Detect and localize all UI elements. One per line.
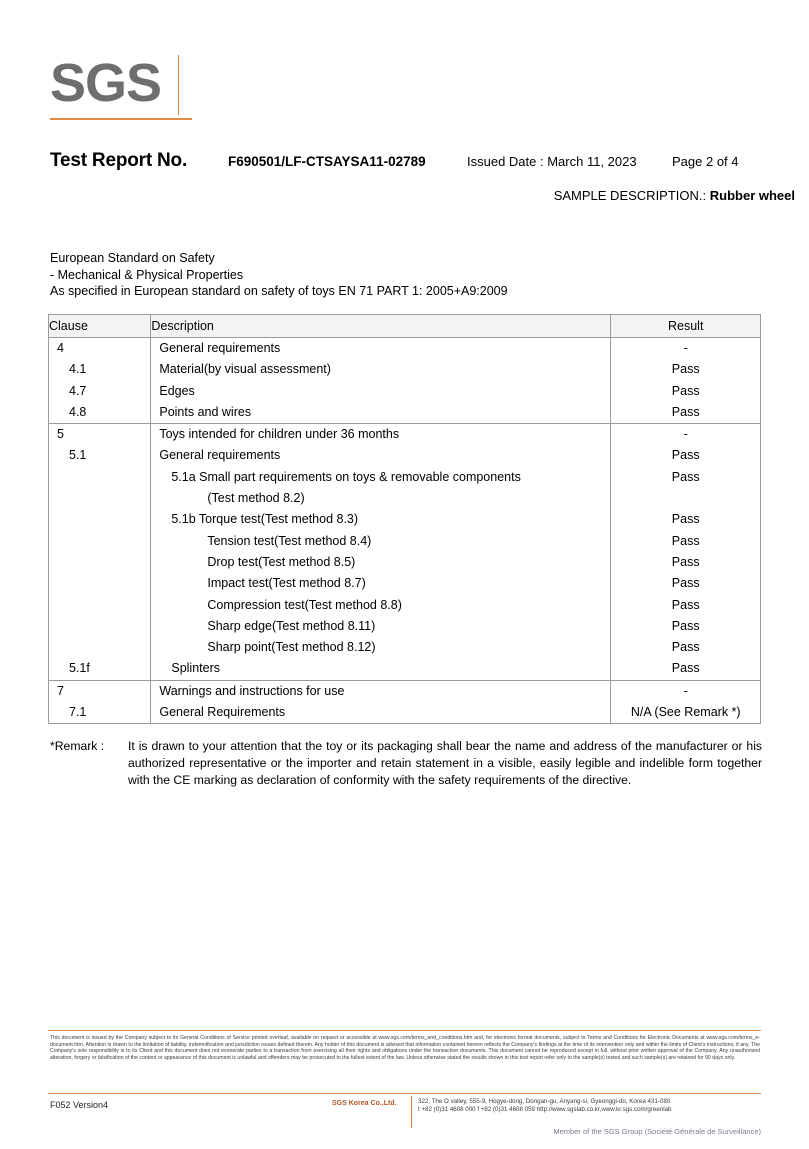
result-line: Pass	[671, 640, 700, 655]
clause-line: 7.1	[69, 705, 87, 720]
description-line: Compression test(Test method 8.8)	[207, 597, 402, 612]
result-line: Pass	[671, 404, 700, 419]
sample-description	[554, 188, 795, 203]
sample-description-label: SAMPLE DESCRIPTION.:	[553, 188, 707, 203]
description-line: General requirements	[159, 448, 281, 463]
description-line: Sharp edge(Test method 8.11)	[207, 618, 376, 633]
result-line: Pass	[671, 576, 700, 591]
description-line: Edges	[159, 383, 195, 398]
table-header-clause: Clause	[49, 315, 151, 338]
result-line: Pass	[671, 554, 700, 569]
clause-line: 4.8	[69, 404, 87, 419]
results-table	[48, 314, 761, 724]
logo-vertical-rule	[178, 55, 179, 115]
standard-line-3: As specified in European standard on safety of toys EN 71 PART 1: 2005+A9:2009	[50, 284, 508, 298]
clause-line: 5	[57, 427, 64, 442]
clause-line: 5.1	[69, 448, 87, 463]
clause-line	[49, 573, 150, 594]
result-line: N/A (See Remark *)	[630, 705, 741, 720]
footer-member-note: Member of the SGS Group (Société Générale de Surveillance)	[553, 1127, 761, 1136]
table-row	[49, 680, 761, 724]
issued-date: Issued Date : March 11, 2023	[467, 154, 637, 169]
description-line: Warnings and instructions for use	[159, 683, 345, 698]
description-line: 5.1b Torque test(Test method 8.3)	[171, 512, 359, 527]
page-number: Page 2 of 4	[672, 154, 739, 169]
description-line: (Test method 8.2)	[207, 491, 305, 506]
table-cell-result	[611, 424, 761, 681]
footer-company-name: SGS Korea Co.,Ltd.	[332, 1100, 397, 1107]
remark-label: *Remark :	[50, 739, 105, 753]
clause-line: 4	[57, 341, 64, 355]
page-title: Test Report No.	[50, 150, 188, 171]
description-line: Points and wires	[159, 404, 252, 419]
result-line: Pass	[671, 618, 700, 633]
clause-line: 5.1f	[69, 661, 90, 676]
report-number: F690501/LF-CTSAYSA11-02789	[228, 154, 426, 169]
description-line: 5.1a Small part requirements on toys & removable components	[171, 469, 521, 484]
description-line: Drop test(Test method 8.5)	[207, 554, 356, 569]
footer-terms: This document is issued by the Company subject to its General Conditions of Service printed overleaf, available on request or accessible at www.sgs.com/terms_and_conditions.htm and, for electronic format documents, subject to Terms and Conditions for Electronic Documents at www.sgs.com/terms_e-document.htm. Attention is drawn to the limitation of liability, indemnification and jurisdiction issues defined therein. Any holder of this document is advised that information contained hereon reflects the Company's findings at the time of its intervention only and within the limits of Client's instructions, if any. The Company's sole responsibility is to its Client and this document does not exonerate parties to a transaction from exercising all their rights and obligations under the transaction documents. This document cannot be reproduced except in full, without prior written approval of the Company. Any unauthorized alteration, forgery or falsification of the content or appearance of this document is unlawful and offenders may be prosecuted to the fullest extent of the law. Unless otherwise stated the results shown in this test report refer only to the sample(s) tested and such sample(s) are retained for 90 days only.	[50, 1035, 760, 1061]
description-line: Tension test(Test method 8.4)	[207, 533, 372, 548]
result-line: -	[683, 683, 688, 698]
description-line: Material(by visual assessment)	[159, 362, 331, 377]
footer-vertical-divider	[411, 1096, 412, 1128]
table-header-result: Result	[611, 315, 761, 338]
table-cell-result	[611, 680, 761, 724]
table-cell-clause	[49, 424, 151, 681]
clause-line	[49, 637, 150, 658]
clause-line: 7	[57, 683, 64, 698]
footer-top-rule	[48, 1030, 761, 1031]
remark-body: It is drawn to your attention that the toy or its packaging shall bear the name and address of the manufacturer or his authorized representative or the importer and retain statement in a visible, easily legible and indelible form together with the CE marking as declaration of conformity with the safety requirements of the directive.	[128, 739, 762, 787]
result-line: Pass	[671, 448, 700, 463]
standard-line-1: European Standard on Safety	[50, 251, 215, 265]
table-cell-clause	[49, 338, 151, 424]
remark-block	[50, 738, 762, 789]
footer-address	[418, 1098, 763, 1114]
clause-line	[49, 616, 150, 637]
result-line: Pass	[671, 597, 700, 612]
table-header-description: Description	[151, 315, 611, 338]
result-line: -	[683, 341, 688, 355]
description-line: Sharp point(Test method 8.12)	[207, 640, 376, 655]
table-cell-clause	[49, 680, 151, 724]
clause-line	[49, 595, 150, 616]
result-line: Pass	[671, 469, 700, 484]
standard-block	[50, 250, 508, 300]
table-cell-description	[151, 338, 611, 424]
result-line: Pass	[671, 362, 700, 377]
result-line: Pass	[671, 661, 700, 676]
table-row	[49, 424, 761, 681]
clause-line	[49, 467, 150, 488]
footer-bottom-rule	[48, 1093, 761, 1094]
standard-line-2: - Mechanical & Physical Properties	[50, 267, 244, 282]
description-line: General Requirements	[159, 705, 286, 720]
table-header-row	[49, 315, 761, 338]
table-cell-result	[611, 338, 761, 424]
sample-description-value: Rubber wheel	[709, 188, 795, 203]
footer-address-line-1: 322, The O valley, 555-9, Hogye-dong, Dongan-gu, Anyang-si, Gyeonggi-do, Korea 431-080	[418, 1098, 671, 1105]
table-cell-description	[151, 680, 611, 724]
clause-line	[49, 552, 150, 573]
table-cell-description	[151, 424, 611, 681]
clause-line	[49, 509, 150, 530]
sgs-logo-text: SGS	[50, 53, 162, 113]
footer-address-line-2: t +82 (0)31 4608 000 f +82 (0)31 4608 059 http://www.sgslab.co.kr,www.kr.sgs.com/greenlab	[418, 1106, 672, 1114]
description-line: Splinters	[171, 661, 220, 676]
table-row	[49, 338, 761, 424]
result-line: Pass	[671, 383, 700, 398]
logo-horizontal-rule	[50, 118, 192, 120]
description-line: Toys intended for children under 36 months	[159, 427, 400, 442]
result-line: -	[683, 427, 688, 442]
clause-line: 4.1	[69, 362, 87, 377]
result-line	[611, 488, 760, 509]
clause-line	[49, 488, 150, 509]
result-line: Pass	[671, 512, 700, 527]
clause-line	[49, 531, 150, 552]
footer-form-version: F052 Version4	[50, 1100, 109, 1110]
clause-line: 4.7	[69, 383, 87, 398]
result-line: Pass	[671, 533, 700, 548]
sgs-logo	[50, 55, 190, 117]
description-line: General requirements	[159, 341, 281, 355]
description-line: Impact test(Test method 8.7)	[207, 576, 366, 591]
